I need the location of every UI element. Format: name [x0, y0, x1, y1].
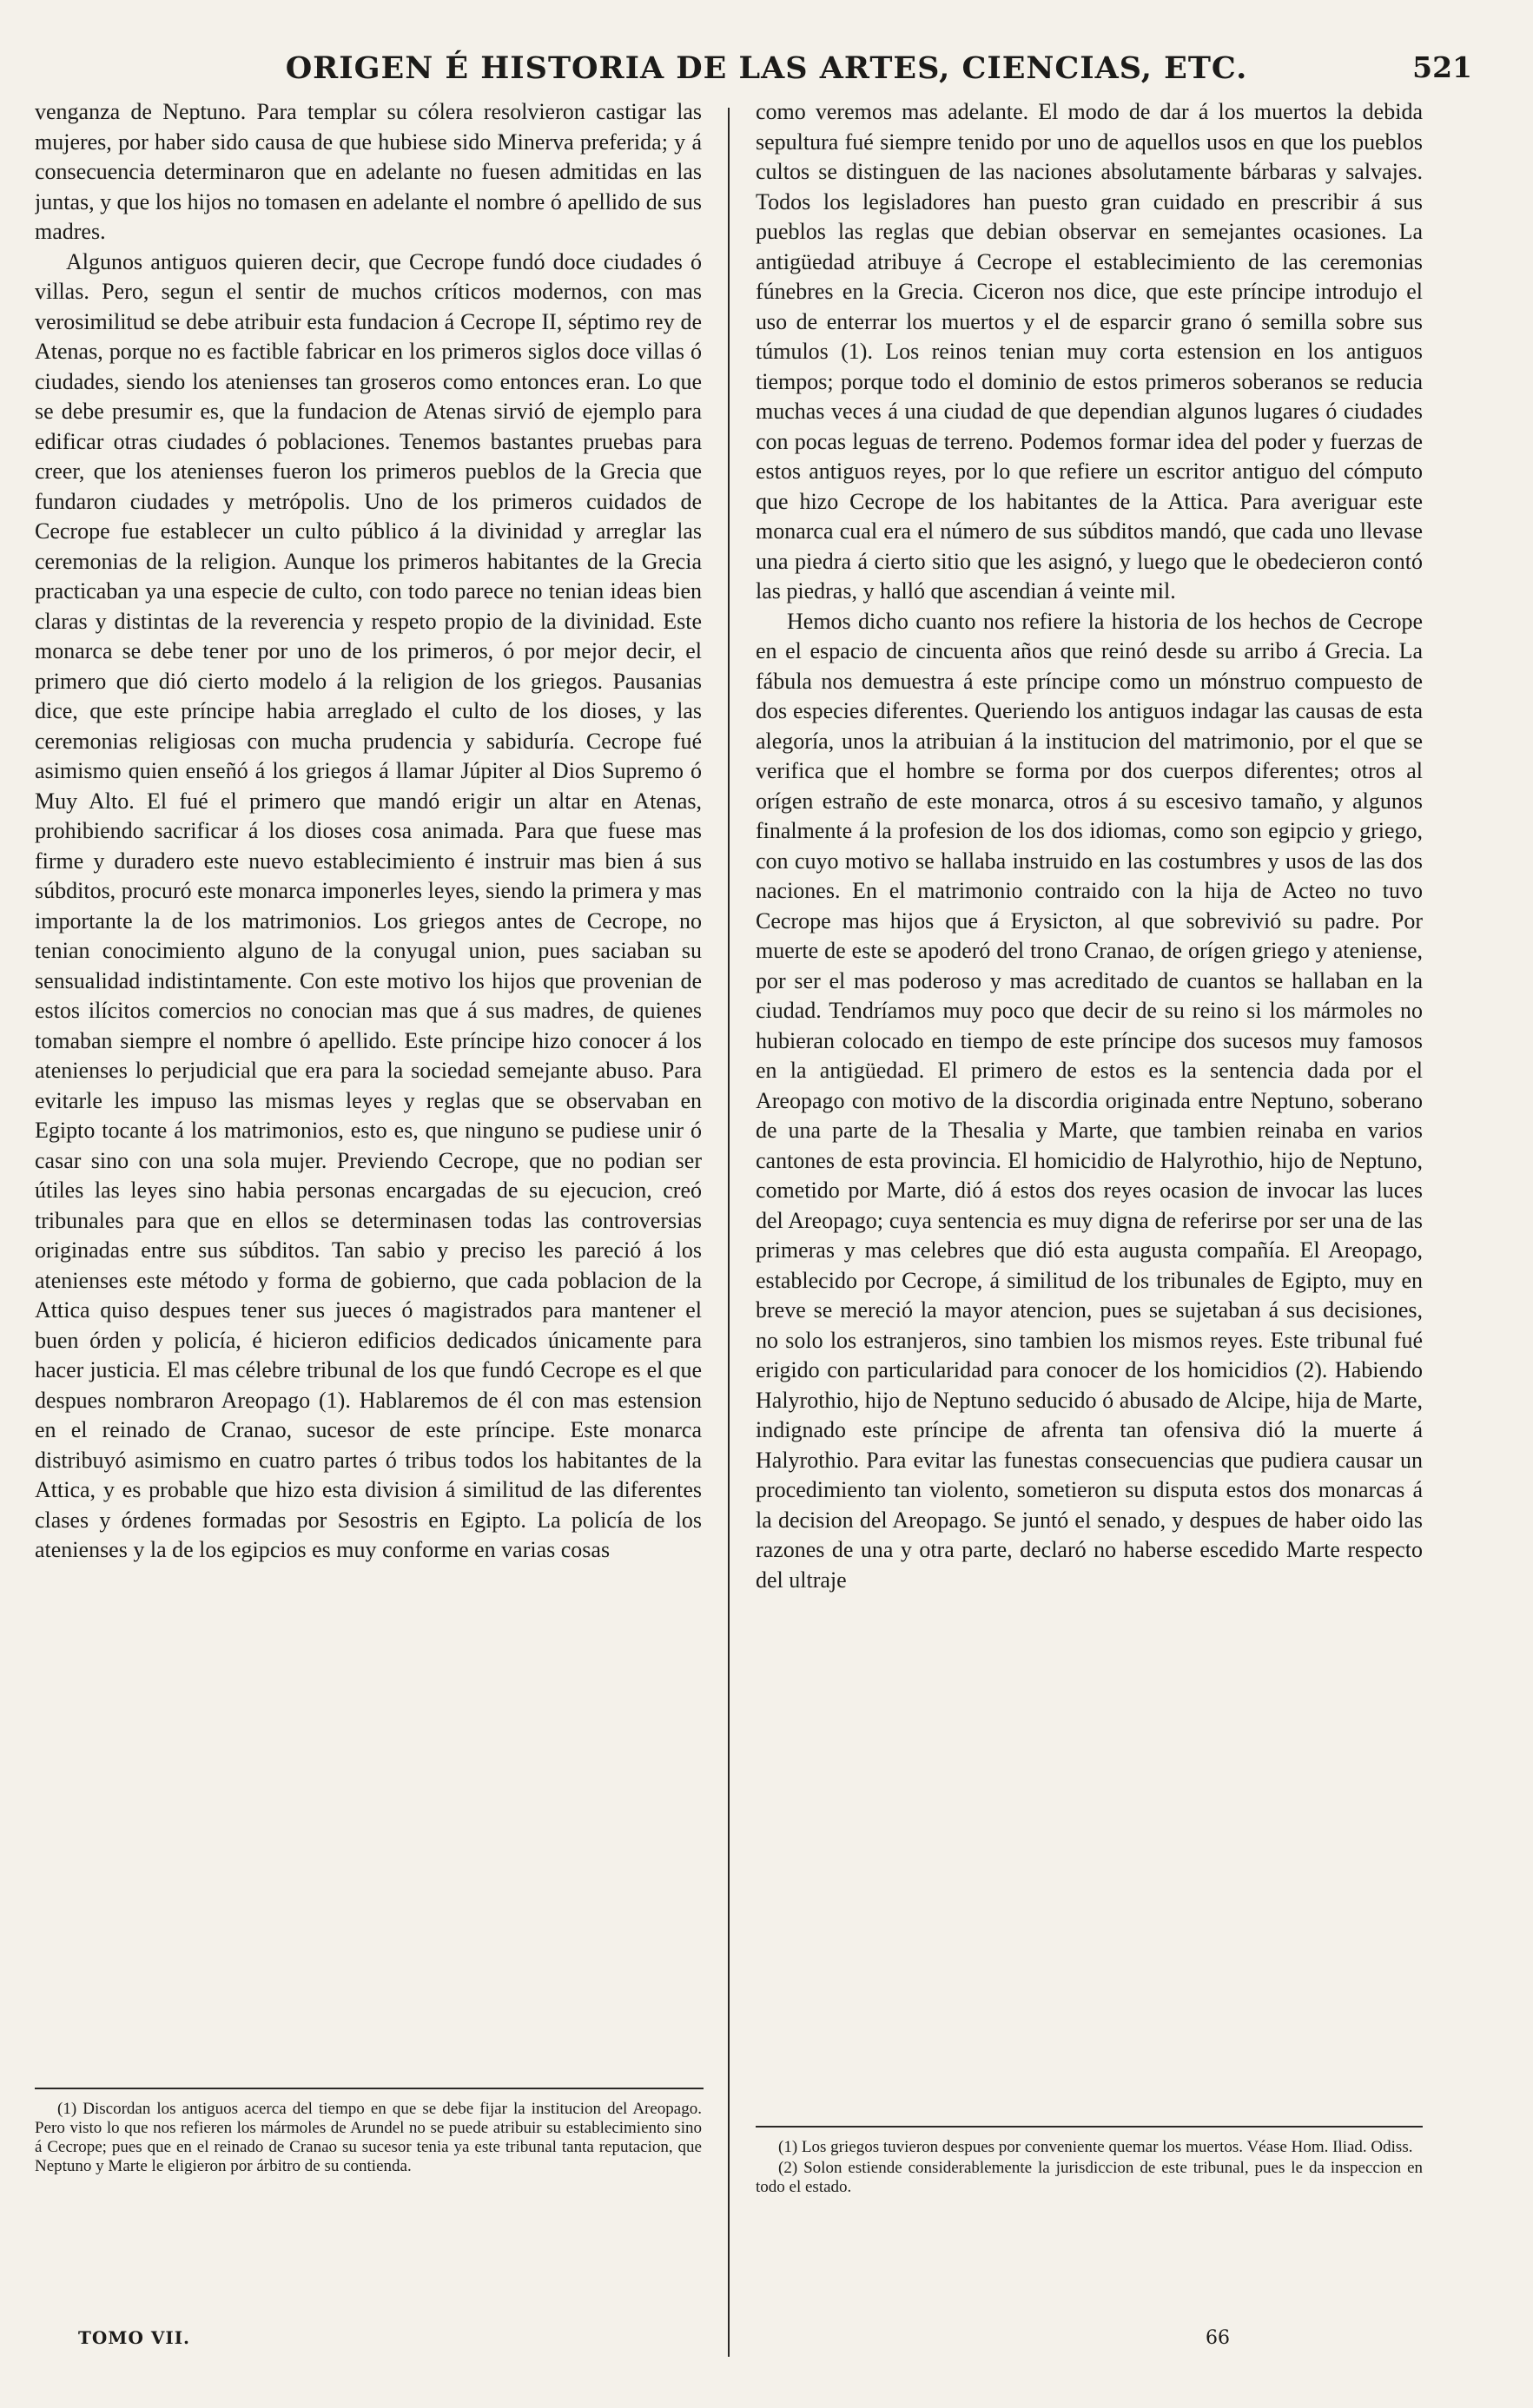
left-paragraph: Algunos antiguos quieren decir, que Cecrope fundó doce ciudades ó villas. Pero, segun el sentir de muchos críticos modernos, con mas verosimilitud se debe atribuir esta fundacion á Cecrope II, séptimo rey de Atenas, porque no es factible fabricar en los primeros siglos doce villas ó ciudades, siendo los atenienses tan groseros como entonces eran. Lo que se debe presumir es, que la fundacion de Atenas sirvió de ejemplo para edificar otras ciudades ó poblaciones. Tenemos bastantes pruebas para creer, que los atenienses fueron los primeros pueblos de la Grecia que fundaron ciudades y metrópolis. Uno de los primeros cuidados de Cecrope fue establecer un culto público á la divinidad y arreglar las ceremonias de la religion. Aunque los primeros habitantes de la Grecia practicaban ya una especie de culto, con todo parece no tenian ideas bien claras y distintas de la reverencia y respeto propio de la divinidad. Este monarca se debe tener por uno de los primeros, ó por mejor decir, el primero que dió cierto modelo á la religion de los griegos. Pausanias dice, que este príncipe habia arreglado el culto de los dioses, y las ceremonias religiosas con mucha prudencia y sabiduría. Cecrope fué asimismo quien enseñó á los griegos á llamar Júpiter al Dios Supremo ó Muy Alto. El fué el primero que mandó erigir un altar en Atenas, prohibiendo sacrificar á los dioses cosa animada. Para que fuese mas firme y duradero este nuevo establecimiento é instruir mas bien á sus súbditos, procuró este monarca imponerles leyes, siendo la primera y mas importante la de los matrimonios. Los griegos antes de Cecrope, no tenian conocimiento alguno de la conyugal union, pues saciaban su sensualidad indistintamente. Con este motivo los hijos que provenian de estos ilícitos comercios no conocian mas que á sus madres, de quienes tomaban siempre el nombre ó apellido. Este príncipe hizo conocer á los atenienses lo perjudicial que era para la sociedad semejante abuso. Para evitarle les impuso las mismas leyes y reglas que se observaban en Egipto tocante á los matrimonios, esto es, que ninguno se pudiese unir ó casar sino con una sola mujer. Previendo Cecrope, que no podian ser útiles las leyes sino habia personas encargadas de su ejecucion, creó tribunales para que en ellos se determinasen todas las controversias originadas entre sus súbditos. Tan sabio y preciso les pareció á los atenienses este método y forma de gobierno, que cada poblacion de la Attica quiso despues tener sus jueces ó magistrados para mantener el buen órden y policía, é hicieron edificios dedicados únicamente para hacer justicia. El mas célebre tribunal de los que fundó Cecrope es el que despues nombraron Areopago (1). Hablaremos de él con mas estension en el reinado de Cranao, sucesor de este príncipe. Este monarca distribuyó asimismo en cuatro partes ó tribus todos los habitantes de la Attica, y es probable que hizo esta division á similitud de las diferentes clases y órdenes formadas por Sesostris en Egipto. La policía de los atenienses y la de los egipcios es muy conforme en varias cosas — [35, 248, 702, 1562]
sheet-signature: 66 — [1206, 2327, 1230, 2349]
page-number: 521 — [1412, 50, 1472, 84]
footnote: (2) Solon estiende considerablemente la jurisdiccion de este tribunal, pues le da inspeccion en todo el estado. — [756, 2159, 1423, 2196]
right-paragraph: Hemos dicho cuanto nos refiere la historia de los hechos de Cecrope en el espacio de cincuenta años que reinó desde su arribo á Grecia. La fábula nos demuestra á este príncipe como un mónstruo compuesto de dos especies diferentes. Queriendo los antiguos indagar las causas de esta alegoría, unos la atribuian á la institucion del matrimonio, por el que se verifica que el hombre se forma por dos cuerpos diferentes; otros al orígen estraño de este monarca, otros á su escesivo tamaño, y algunos finalmente á la profesion de los dos idiomas, como son egipcio y griego, con cuyo motivo se hallaba instruido en las costumbres y usos de las dos naciones. En el matrimonio contraido con la hija de Acteo no tuvo Cecrope mas hijos que á Erysicton, al que sobrevivió su padre. Por muerte de este se apoderó del trono Cranao, de orígen griego y ateniense, por ser el mas poderoso y mas acreditado de cuantos se hallaban en la ciudad. Tendríamos muy poco que decir de su reino si los mármoles no hubieran colocado en tiempo de este príncipe dos sucesos muy famosos en la antigüedad. El primero de estos es la sentencia dada por el Areopago con motivo de la discordia originada entre Neptuno, soberano de una parte de la Thesalia y Marte, que tambien reinaba en varios cantones de esta provincia. El homicidio de Halyrothio, hijo de Neptuno, cometido por Marte, dió á estos dos reyes ocasion de invocar las luces del Areopago; cuya sentencia es muy digna de referirse por ser una de las primeras y mas celebres que dió esta augusta compañía. El Areopago, establecido por Cecrope, á similitud de los tribunales de Egipto, muy en breve se mereció la mayor atencion, pues se sujetaban á sus decisiones, no solo los estranjeros, sino tambien los mismos reyes. Este tribunal fué erigido con particularidad para conocer de los homicidios (2). Habiendo Halyrothio, hijo de Neptuno seducido ó abusado de Alcipe, hija de Marte, indignado este príncipe de afrenta tan ofensiva dió la muerte á Halyrothio. Para evitar las funestas consecuencias que pudiera causar un procedimiento tan violento, sometieron su disputa estos dos monarcas á la decision del Areopago. Se juntó el senado, y despues de haber oido las razones de una y otra parte, declaró no haberse escedido Marte respecto del ultraje — [756, 608, 1423, 1593]
footnote-rule-left — [35, 2088, 704, 2089]
footnotes-left — [35, 2100, 702, 2178]
right-paragraph: como veremos mas adelante. El modo de dar á los muertos la debida sepultura fué siempre tenido por uno de aquellos usos en que los pueblos cultos se distinguen de las naciones absolutamente bárbaras y salvajes. Todos los legisladores han puesto gran cuidado en prescribir á sus pueblos las reglas que debian observar en semejantes ocasiones. La antigüedad atribuye á Cecrope el establecimiento de las ceremonias fúnebres en la Grecia. Ciceron nos dice, que este príncipe introdujo el uso de enterrar los muertos y el de esparcir grano ó semilla sobre sus túmulos (1). Los reinos tenian muy corta estension en los antiguos tiempos; porque todo el dominio de estos primeros soberanos se reducia muchas veces á una ciudad de que dependian algunos lugares ó ciudades con pocas leguas de terreno. Podemos formar idea del poder y fuerzas de estos antiguos reyes, por lo que refiere un escritor antiguo del cómputo que hizo Cecrope de los habitantes de la Attica. Para averiguar este monarca cual era el número de sus súbditos mandó, que cada uno llevase una piedra á cierto sitio que les asignó, y luego que le obedecieron contó las piedras, y halló que ascendian á veinte mil. — [756, 99, 1423, 604]
footnote: (1) Los griegos tuvieron despues por conveniente quemar los muertos. Véase Hom. Iliad. Odiss. — [778, 2138, 1413, 2156]
left-paragraph: venganza de Neptuno. Para templar su cólera resolvieron castigar las mujeres, por haber sido causa de que hubiese sido Minerva preferida; y á consecuencia determinaron que en adelante no fuesen admitidas en las juntas, y que los hijos no tomasen en adelante el nombre ó apellido de sus madres. — [35, 99, 702, 244]
footnotes-right — [756, 2138, 1423, 2199]
right-column — [756, 97, 1423, 2121]
column-divider — [728, 108, 730, 2357]
running-title: ORIGEN É HISTORIA DE LAS ARTES, CIENCIAS, ETC. — [285, 50, 1248, 86]
left-column — [35, 97, 702, 2121]
footnote-rule-right — [756, 2126, 1423, 2128]
running-head — [35, 50, 1498, 94]
volume-signature: TOMO VII. — [78, 2327, 191, 2348]
footnote: (1) Discordan los antiguos acerca del tiempo en que se debe fijar la institucion del Areopago. Pero visto lo que nos refieren los mármoles de Arundel no se puede atribuir su establecimiento sino á Cecrope; pues que en el reinado de Cranao su sucesor tenia ya este tribunal tanta reputacion, que Neptuno y Marte le eligieron por árbitro de su contienda. — [35, 2100, 702, 2175]
